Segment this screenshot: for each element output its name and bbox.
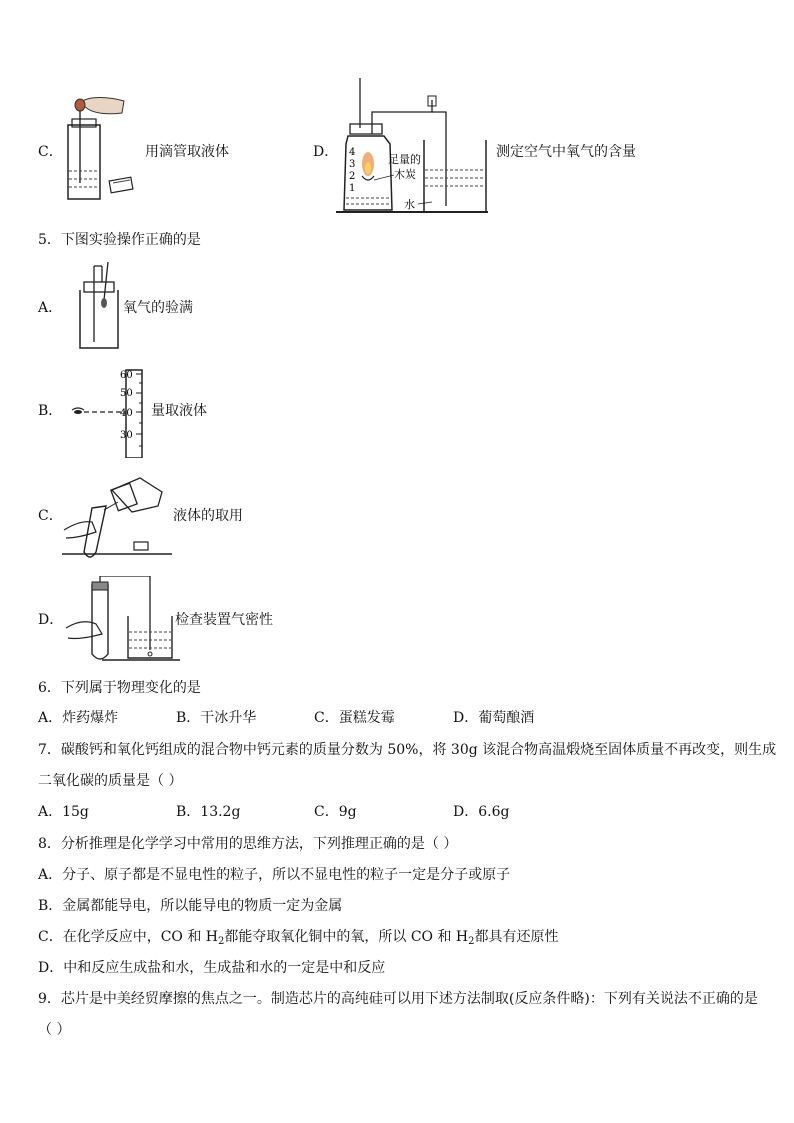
q8-stem: 8．分析推理是化学学习中常用的思维方法，下列推理正确的是（ ） (38, 836, 458, 852)
svg-text:30: 30 (120, 430, 133, 441)
q5-option-d-letter: D． (38, 612, 64, 628)
q8-option-d: D．中和反应生成盐和水，生成盐和水的一定是中和反应 (38, 960, 386, 976)
q5-option-b-letter: B． (38, 403, 63, 419)
scale-marks (349, 147, 355, 194)
q7-option-c: C．9g (314, 804, 357, 820)
q8-option-c: C．在化学反应中，CO 和 $H_2$都能夺取氧化铜中的氧，所以 CO 和 $H_2$都具有还原性 (38, 929, 559, 947)
svg-text:木炭: 木炭 (394, 168, 416, 181)
q7-stem-line1: 7．碳酸钙和氧化钙组成的混合物中钙元素的质量分数为 50%，将 30g 该混合物高温煅烧至固体质量不再改变，则生成 (38, 742, 777, 758)
q6-stem: 6．下列属于物理变化的是 (38, 680, 201, 696)
airtightness-check-figure (62, 576, 180, 662)
oxygen-full-check-figure (72, 262, 124, 352)
q4-option-c-text: 用滴管取液体 (145, 144, 229, 160)
q8-option-a: A．分子、原子都是不显电性的粒子，所以不显电性的粒子一定是分子或原子 (38, 867, 511, 883)
q7-option-d: D．6.6g (453, 804, 510, 820)
q6-option-a: A．炸药爆炸 (38, 710, 119, 726)
svg-text:3: 3 (349, 159, 356, 170)
q6-option-d: D．葡萄酿酒 (453, 710, 535, 726)
graduated-cylinder-figure (62, 366, 152, 458)
q5-option-c-letter: C． (38, 508, 63, 524)
q5-option-a-text: 氧气的验满 (123, 300, 193, 316)
q9-stem-line1: 9．芯片是中美经贸摩擦的焦点之一。制造芯片的高纯硅可以用下述方法制取(反应条件略)：下列有关说法不正确的是 (38, 991, 758, 1007)
svg-text:60: 60 (120, 370, 133, 381)
q5-stem: 5．下图实验操作正确的是 (38, 232, 201, 248)
svg-text:2: 2 (349, 171, 356, 182)
q7-option-b: B．13.2g (176, 804, 241, 820)
svg-text:足量的: 足量的 (388, 153, 421, 166)
q5-option-c-text: 液体的取用 (173, 508, 243, 524)
liquid-pouring-figure (62, 472, 172, 562)
q4-option-d-text: 测定空气中氧气的含量 (496, 144, 636, 160)
oxygen-content-apparatus (336, 78, 491, 216)
svg-text:40: 40 (120, 408, 133, 419)
q8-option-b: B．金属都能导电，所以能导电的物质一定为金属 (38, 898, 343, 914)
q5-option-d-text: 检查装置气密性 (175, 612, 273, 628)
q6-option-b: B．干冰升华 (176, 710, 257, 726)
q9-stem-line2: （ ） (38, 1022, 71, 1038)
svg-text:50: 50 (120, 388, 133, 399)
q4-option-d-letter: D． (313, 144, 339, 160)
q5-option-b-text: 量取液体 (151, 403, 207, 419)
svg-text:4: 4 (349, 147, 356, 158)
q7-option-a: A．15g (38, 804, 89, 820)
q6-option-c: C．蛋糕发霉 (314, 710, 395, 726)
dropper-figure (58, 95, 138, 205)
q4-option-c-letter: C． (38, 144, 63, 160)
q7-stem-line2: 二氧化碳的质量是（ ） (38, 773, 183, 789)
q5-option-a-letter: A． (38, 300, 63, 316)
svg-text:1: 1 (349, 183, 356, 194)
svg-text:水: 水 (404, 198, 415, 211)
